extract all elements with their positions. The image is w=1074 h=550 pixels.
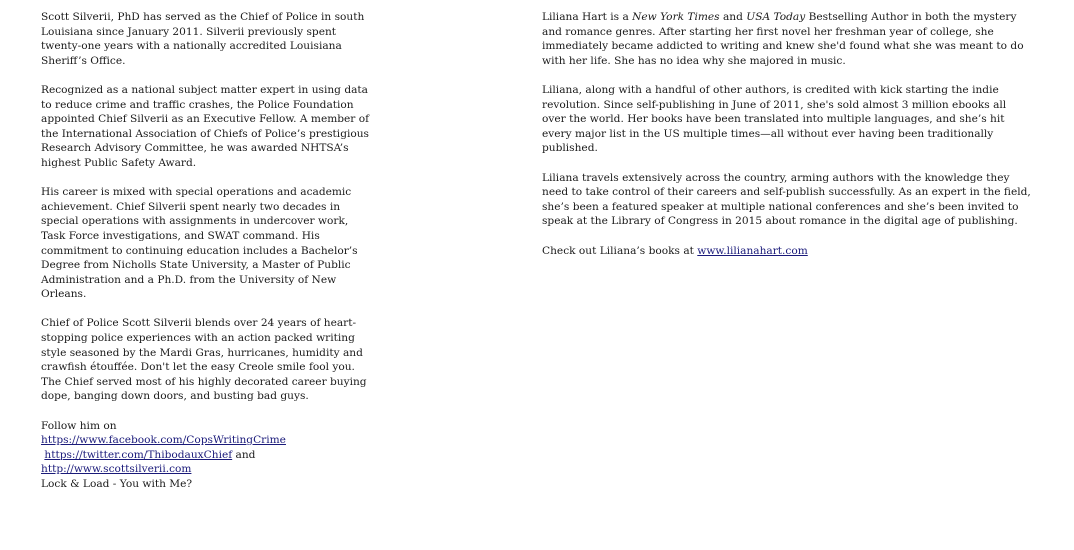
facebook-line <box>41 433 371 448</box>
author-paragraph-4 <box>542 244 1032 259</box>
twitter-line <box>41 448 371 463</box>
intro-rest: Bestselling Author in both the mystery and romance genres. After starting her first novel her freshman year of college, she immediately became addicted to writing and knew she'd found what she was meant to do with her life. She has no idea why she majored in music. <box>542 11 1024 67</box>
author-paragraph-3: Liliana travels extensively across the country, arming authors with the knowledge they need to take control of their careers and self-publish successfully. As an expert in the field, she’s been a featured speaker at multiple national conferences and she’s been invited to speak at the Library of Congress in 2015 about romance in the digital age of publishing. <box>542 171 1031 228</box>
checkout-label: Check out Liliana’s books at <box>542 244 698 257</box>
website-link[interactable]: http://www.scottsilverii.com <box>41 463 192 476</box>
author-paragraph-2: Liliana, along with a handful of other authors, is credited with kick starting the indie revolution. Since self-publishing in June of 2011, she's sold almost 3 million ebooks all over the world. Her books have been translated into multiple languages, and she’s hit every major list in the US multiple times—all without ever having been traditionally published. <box>542 83 1007 155</box>
nyt-title: New York Times <box>632 11 720 23</box>
follow-label: Follow him on <box>41 419 117 432</box>
facebook-link[interactable]: https://www.facebook.com/CopsWritingCrime <box>41 434 286 447</box>
bio-paragraph-3: His career is mixed with special operations and academic achievement. Chief Silverii spent nearly two decades in special operations with assignments in undercover work, Task Force investigations, and SWAT command. His commitment to continuing education includes a Bachelor’s Degree from Nicholls State University, a Master of Public Administration and a Ph.D. from the University of New Orleans. <box>41 186 358 301</box>
twitter-link[interactable]: https://twitter.com/ThibodauxChief <box>44 448 233 461</box>
closing-line: Lock & Load - You with Me? <box>41 478 193 490</box>
author-paragraph-1 <box>542 10 1032 68</box>
intro-text: Liliana Hart is a <box>542 11 633 23</box>
bio-paragraph-2: Recognized as a national subject matter expert in using data to reduce crime and traffic crashes, the Police Foundation appointed Chief Silverii as an Executive Fellow. A member of the International Association of Chiefs of Police’s prestigious Research Advisory Committee, he was awarded NHTSA’s highest Public Safety Award. <box>41 83 370 169</box>
bio-paragraph-1: Scott Silverii, PhD has served as the Chief of Police in south Louisiana since January 2011. Silverii previously spent twenty-one years with a nationally accredited Louisiana Sheriff’s Office. <box>41 11 365 67</box>
right-column <box>542 10 1032 273</box>
and-text: and <box>232 448 256 461</box>
author-website-link[interactable]: www.lilianahart.com <box>697 244 808 257</box>
usa-today-title: USA Today <box>746 11 806 23</box>
left-column <box>41 10 371 492</box>
bio-paragraph-4: Chief of Police Scott Silverii blends over 24 years of heart-stopping police experiences with an action packed writing style seasoned by the Mardi Gras, hurricanes, humidity and crawfish étouffée. Don't let the easy Creole smile fool you. The Chief served most of his highly decorated career buying dope, banging down doors, and busting bad guys. <box>41 317 367 403</box>
site-line <box>41 462 371 477</box>
and-connector: and <box>719 11 747 23</box>
follow-section <box>41 419 371 492</box>
